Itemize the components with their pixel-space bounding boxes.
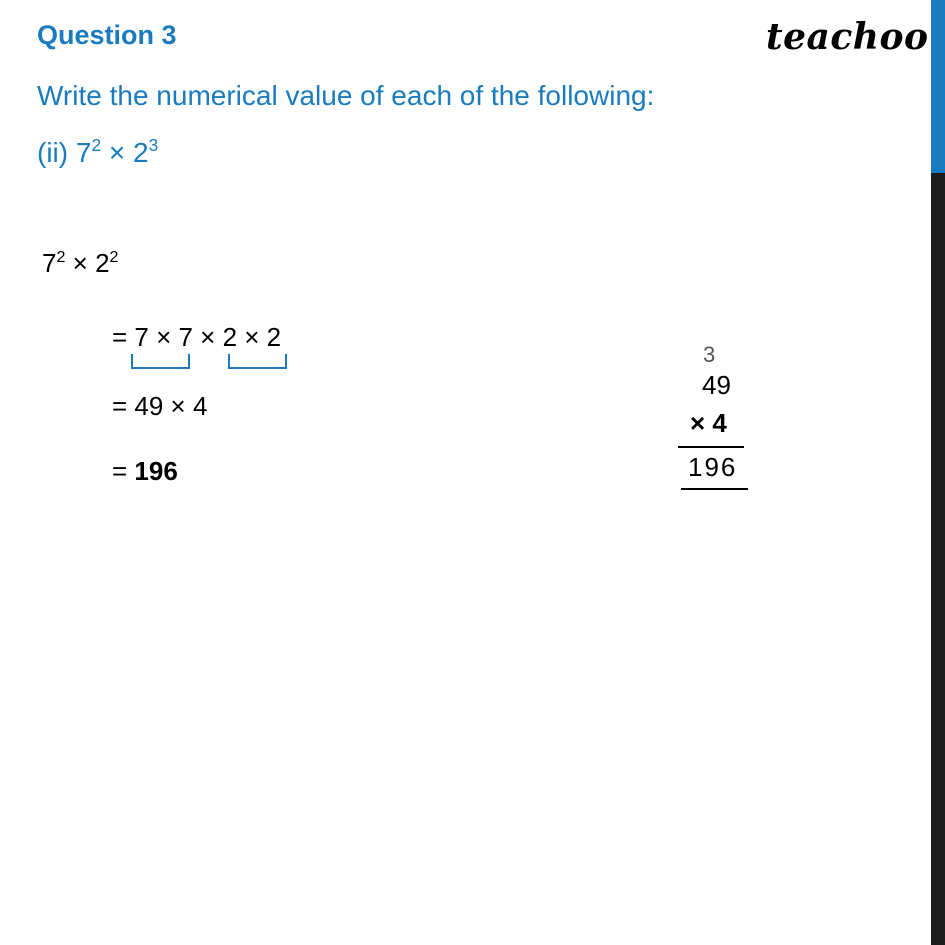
question-part-label: (ii) 7 bbox=[37, 137, 92, 168]
side-bar-accent bbox=[931, 0, 945, 173]
solution-step-2: = 49 × 4 bbox=[112, 391, 208, 421]
group-bracket-2s bbox=[228, 354, 287, 369]
expr-exponent-1: 2 bbox=[56, 248, 66, 267]
question-title: Question 3 bbox=[37, 20, 177, 50]
question-part-exponent-1: 2 bbox=[91, 135, 102, 156]
solution-step-1: = 7 × 7 × 2 × 2 bbox=[112, 322, 282, 352]
multiplication-rule bbox=[678, 446, 744, 448]
question-part-times: × 2 bbox=[101, 137, 149, 168]
solution-step-3 bbox=[112, 456, 178, 487]
expr-base-1: 7 bbox=[42, 248, 57, 278]
teachoo-logo: teachoo bbox=[766, 16, 929, 58]
expr-middle: × 2 bbox=[65, 248, 110, 278]
product: 196 bbox=[688, 452, 738, 482]
carry-digit: 3 bbox=[703, 342, 716, 367]
expr-exponent-2: 2 bbox=[109, 248, 119, 267]
final-answer: 196 bbox=[134, 456, 178, 486]
question-part bbox=[37, 137, 158, 169]
question-part-exponent-2: 3 bbox=[148, 135, 159, 156]
product-rule bbox=[681, 488, 748, 490]
multiplier: × 4 bbox=[690, 408, 727, 438]
multiplicand: 49 bbox=[702, 370, 731, 400]
step3-prefix: = bbox=[112, 456, 135, 486]
solution-expression bbox=[42, 248, 119, 279]
group-bracket-7s bbox=[131, 354, 190, 369]
question-prompt: Write the numerical value of each of the following: bbox=[37, 80, 655, 111]
